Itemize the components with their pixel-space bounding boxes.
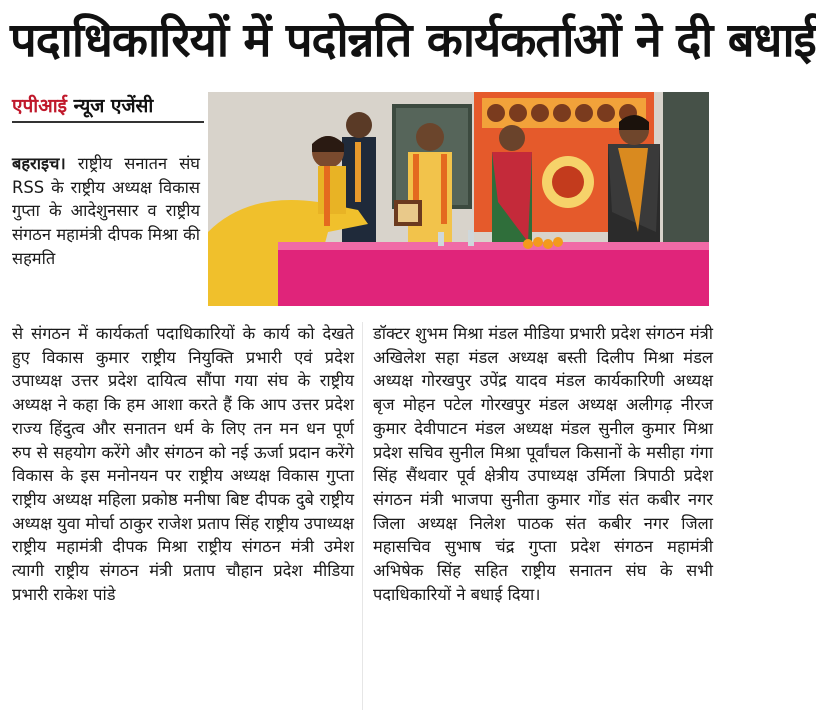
article-column-right: डॉक्टर शुभम मिश्रा मंडल मीडिया प्रभारी प्रदेश संगठन मंत्री अखिलेश सहा मंडल अध्यक्ष बस्ती दिलीप मिश्रा मंडल अध्यक्ष गोरखपुर उपेंद्र यादव मंडल कार्यकारिणी अध्यक्ष बृज मोहन पटेल गोरखपुर मंडल अध्यक्ष अलीगढ़ नीरज कुमार देवीपाटन मंडल अध्यक्ष मंडल सुनील कुमार मिश्रा प्रदेश सचिव सुनील मिश्रा पूर्वांचल किसानों के मसीहा गंगा सिंह सैंथवार पूर्व क्षेत्रीय उपाध्यक्ष उर्मिला त्रिपाठी प्रदेश संगठन मंत्री भाजपा सुनीता कुमार गोंड संत कबीर नगर जिला अध्यक्ष निलेश पाठक संत कबीर नगर जिला महासचिव सुभाष चंद्र गुप्ता प्रदेश संगठन महामंत्री अभिषेक सिंह सहित राष्ट्रीय सनातन संघ के सभी पदाधिकारियों ने बधाई दिया।	[373, 324, 713, 604]
news-photo	[208, 92, 709, 306]
column-divider	[362, 322, 363, 710]
felicitation-photo-illustration	[208, 92, 709, 306]
intro-text: राष्ट्रीय सनातन संघ RSS के राष्ट्रीय अध्यक्ष विकास गुप्ता के आदेशुनसार व राष्ट्रीय संगठन महामंत्री दीपक मिश्रा की सहमति	[12, 154, 200, 268]
article-intro	[12, 152, 200, 271]
byline-rule	[12, 121, 204, 123]
agency-name-red: एपीआई	[12, 95, 67, 117]
dateline: बहराइच।	[12, 154, 66, 173]
article-column-left: से संगठन में कार्यकर्ता पदाधिकारियों के कार्य को देखते हुए विकास कुमार राष्ट्रीय नियुक्ति प्रभारी एवं प्रदेश उपाध्यक्ष उत्तर प्रदेश दायित्व सौंपा गया संघ के राष्ट्रीय अध्यक्ष ने कहा कि हम आशा करते हैं कि आप उत्तर प्रदेश राज्य हिंदुत्व और सनातन धर्म के लिए तन मन धन पूर्ण रुप से सहयोग करेंगे और संगठन को नई ऊर्जा प्रदान करेंगे विकास के इस मनोनयन पर राष्ट्रीय अध्यक्ष विकास गुप्ता राष्ट्रीय अध्यक्ष महिला प्रकोष्ठ मनीषा बिष्ट दीपक दुबे राष्ट्रीय अध्यक्ष युवा मोर्चा ठाकुर राजेश प्रताप सिंह राष्ट्रीय उपाध्यक्ष राष्ट्रीय महामंत्री दीपक मिश्रा राष्ट्रीय संगठन मंत्री उमेश त्यागी राष्ट्रीय संगठन मंत्री प्रताप चौहान प्रदेश मीडिया प्रभारी राकेश पांडे	[12, 324, 354, 604]
agency-byline	[12, 92, 153, 120]
agency-name-rest: न्यूज एजेंसी	[73, 95, 154, 117]
headline: पदाधिकारियों में पदोन्नति कार्यकर्ताओं ने दी बधाई	[10, 13, 816, 68]
